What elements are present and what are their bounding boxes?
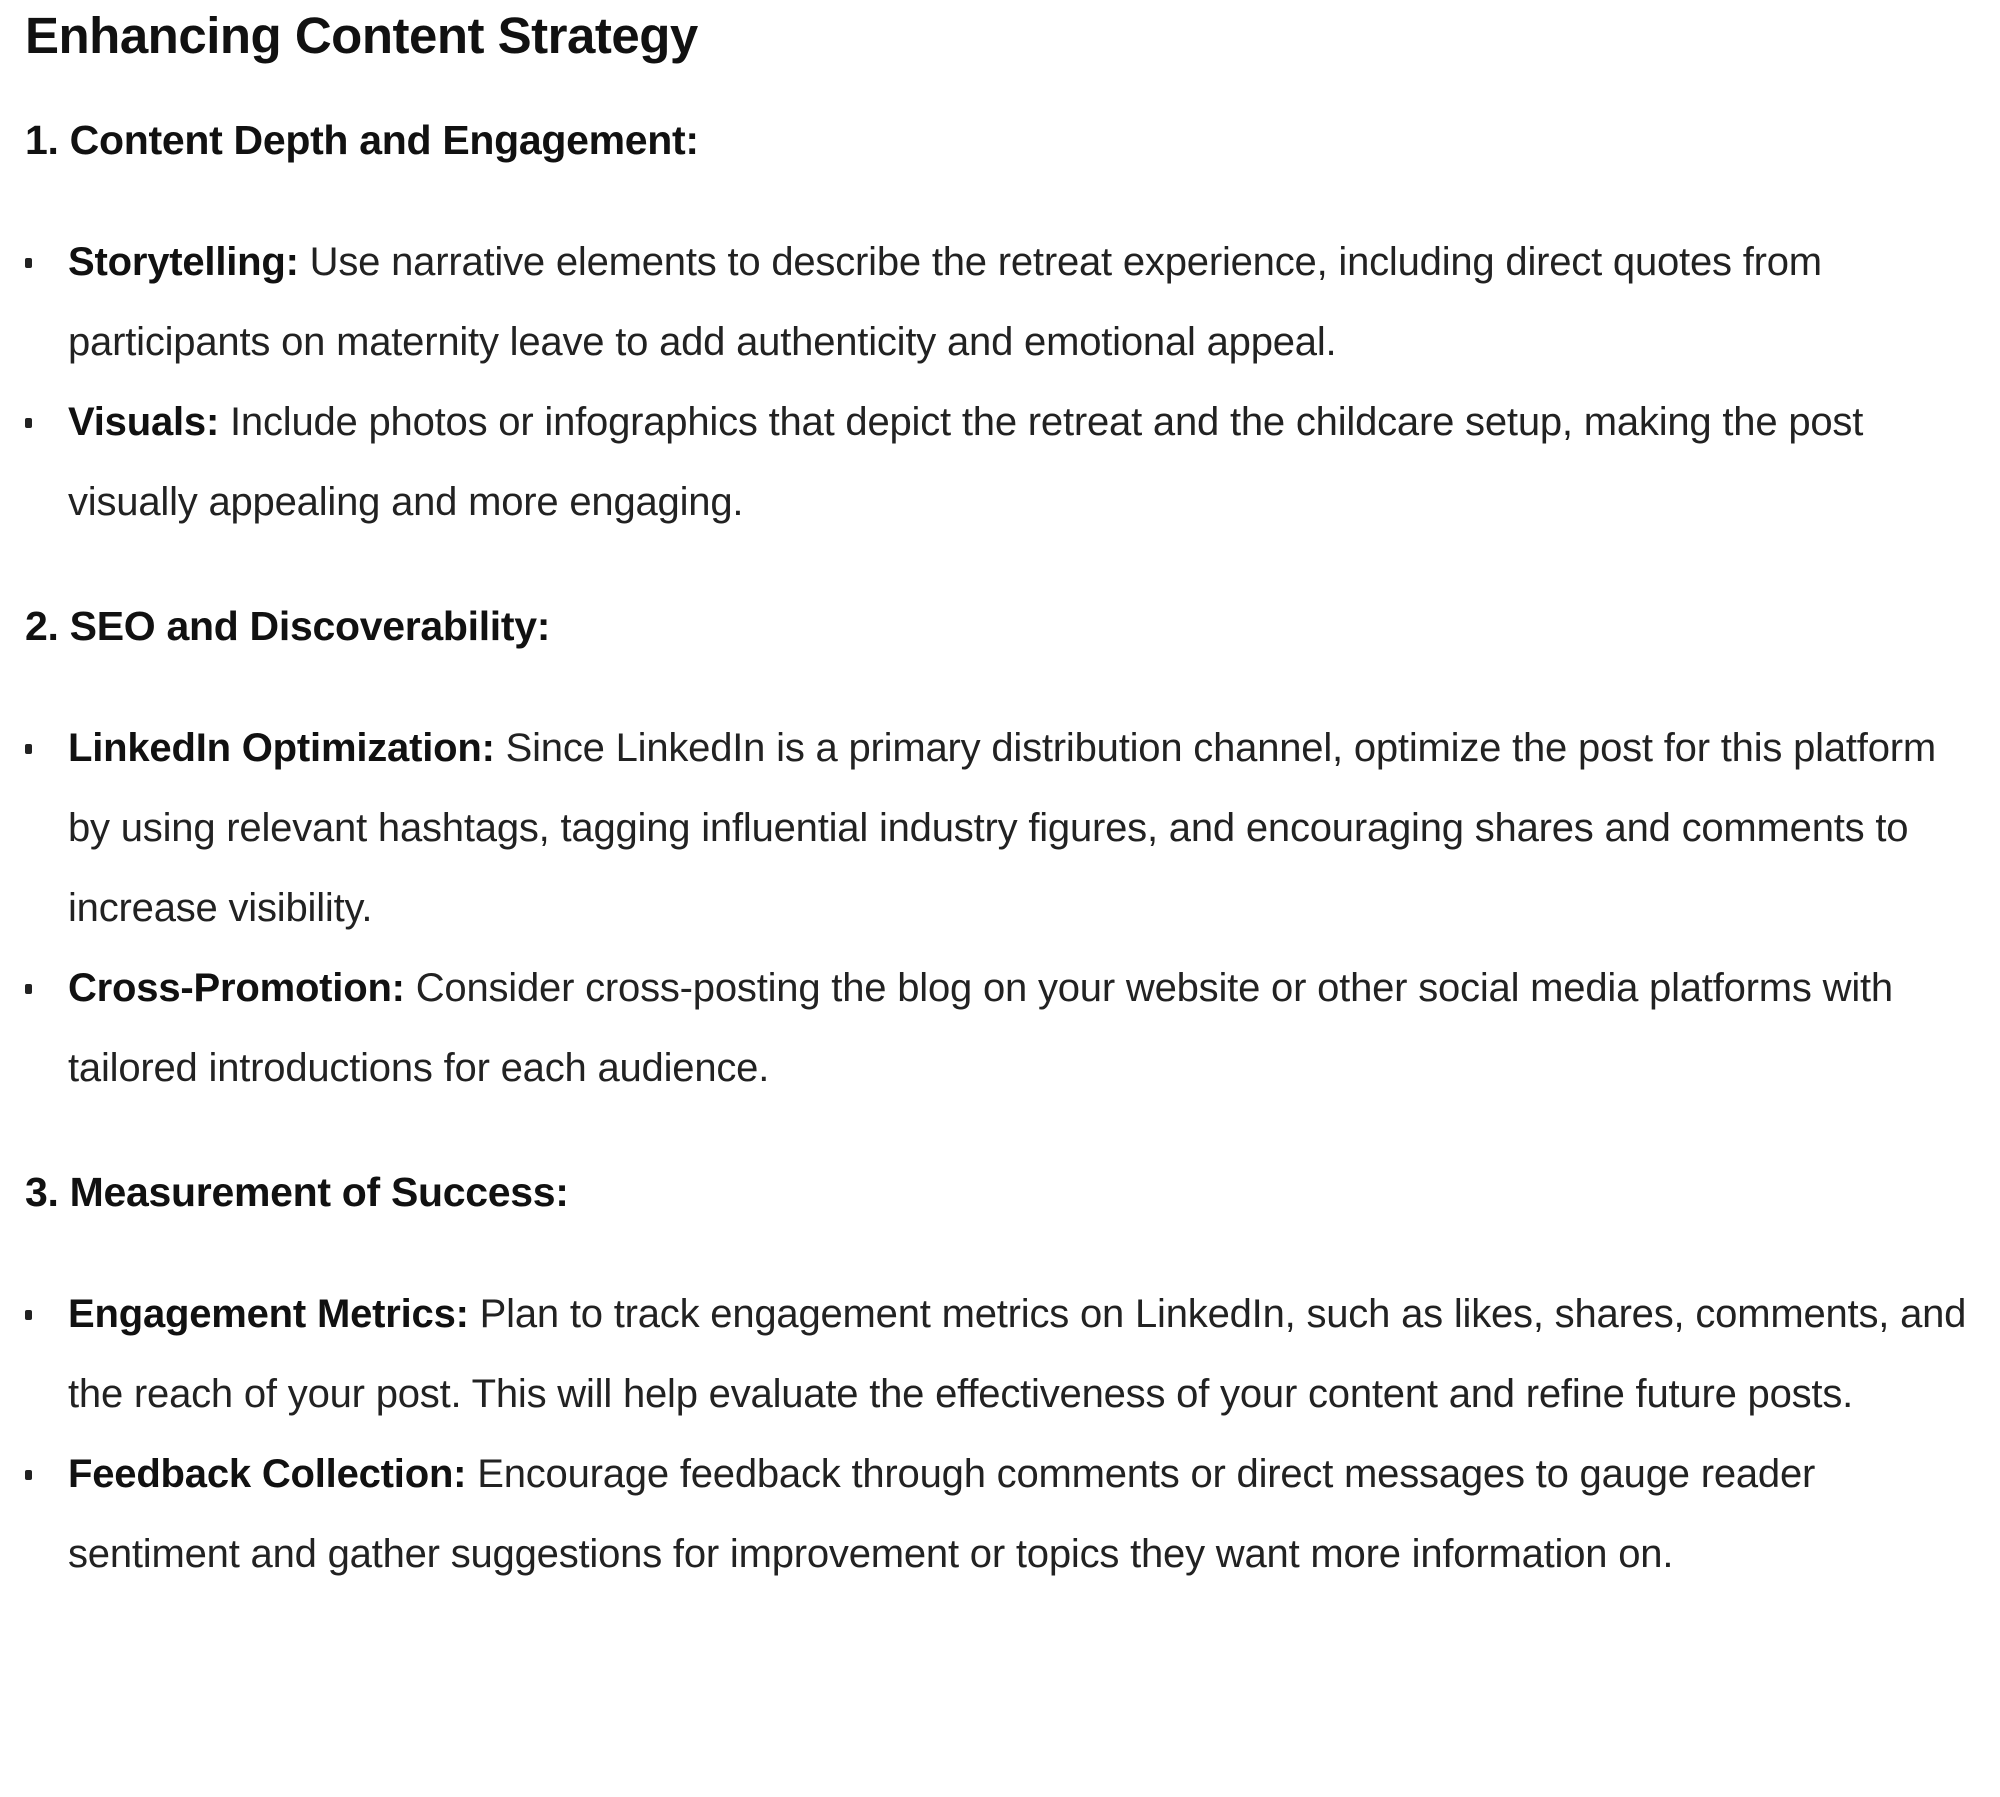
bullet-list [25, 1274, 1985, 1594]
section-heading: 3. Measurement of Success: [25, 1169, 569, 1215]
bullet-text: Consider cross-posting the blog on your website or other social media platforms with tailored introductions for each audience. [68, 966, 1893, 1090]
list-item [25, 708, 1985, 948]
bullet-list [25, 222, 1985, 542]
list-item [25, 948, 1985, 1108]
list-item [25, 1434, 1985, 1594]
bullet-list [25, 708, 1985, 1108]
section-measurement [25, 1164, 2000, 1594]
bullet-text: Plan to track engagement metrics on LinkedIn, such as likes, shares, comments, and the reach of your post. This will help evaluate the effectiveness of your content and refine future posts. [68, 1292, 1967, 1416]
bullet-term: LinkedIn Optimization: [68, 726, 495, 770]
section-content-depth [25, 112, 2000, 542]
bullet-term: Visuals: [68, 400, 220, 444]
bullet-term: Storytelling: [68, 240, 299, 284]
bullet-text: Encourage feedback through comments or direct messages to gauge reader sentiment and gather suggestions for improvement or topics they want more information on. [68, 1452, 1816, 1576]
list-item [25, 1274, 1985, 1434]
section-heading: 2. SEO and Discoverability: [25, 603, 551, 649]
list-item [25, 222, 1985, 382]
section-seo [25, 598, 2000, 1108]
section-heading: 1. Content Depth and Engagement: [25, 117, 699, 163]
bullet-text: Include photos or infographics that depict the retreat and the childcare setup, making the post visually appealing and more engaging. [68, 400, 1864, 524]
bullet-text: Use narrative elements to describe the retreat experience, including direct quotes from participants on maternity leave to add authenticity and emotional appeal. [68, 240, 1822, 364]
bullet-term: Engagement Metrics: [68, 1292, 469, 1336]
bullet-text: Since LinkedIn is a primary distribution channel, optimize the post for this platform by using relevant hashtags, tagging influential industry figures, and encouraging shares and comments to increase visibility. [68, 726, 1936, 930]
bullet-term: Feedback Collection: [68, 1452, 467, 1496]
list-item [25, 382, 1985, 542]
page-title: Enhancing Content Strategy [25, 7, 698, 64]
bullet-term: Cross-Promotion: [68, 966, 405, 1010]
